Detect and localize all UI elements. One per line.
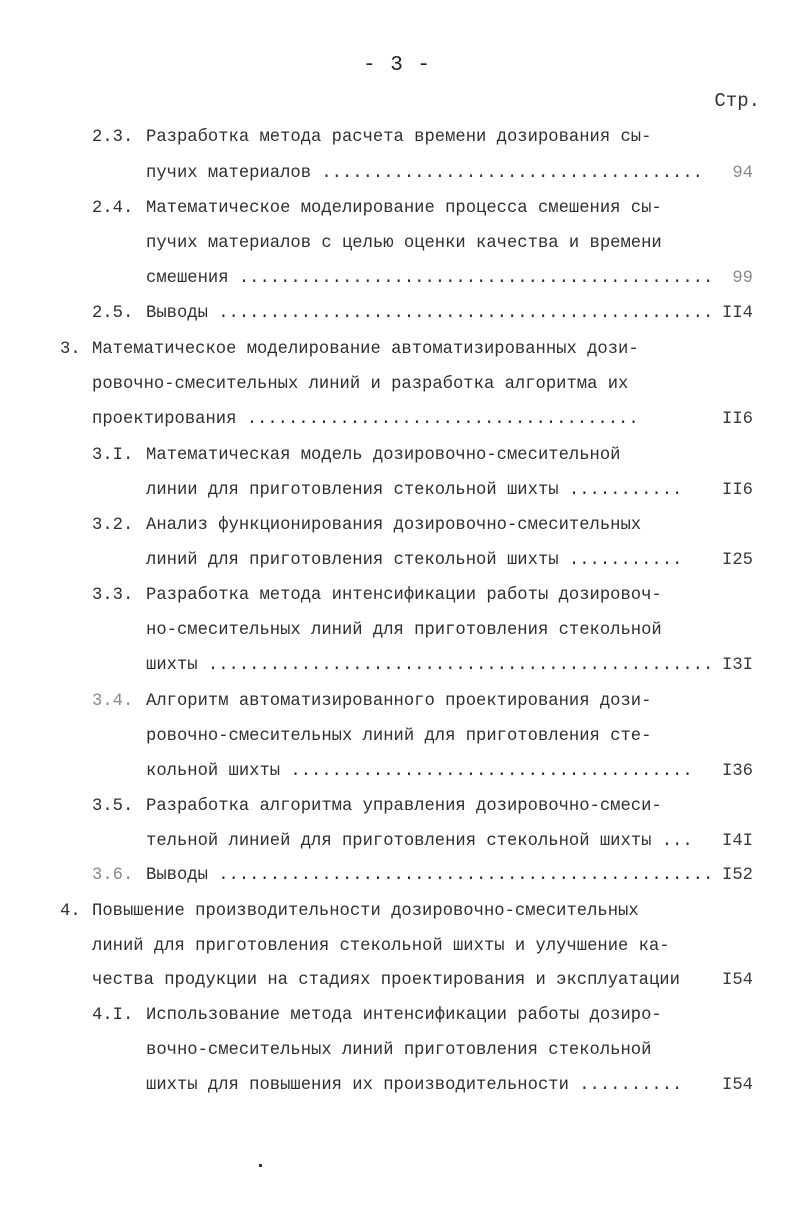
scan-speck	[259, 1164, 262, 1167]
toc-entry-number: 3.6.	[92, 866, 134, 885]
toc-entry-page: II6	[722, 410, 753, 429]
toc-entry-number: 2.4.	[92, 199, 134, 218]
toc-entry-number: 3.I.	[92, 446, 134, 465]
toc-entry-page: II6	[722, 481, 753, 500]
toc-entry-page: I36	[722, 762, 753, 781]
toc-entry-line: но-смесительных линий для приготовления стекольной	[146, 621, 662, 640]
toc-entry-line: Анализ функционирования дозировочно-смесительных	[146, 516, 642, 535]
toc-entry-page: I25	[722, 551, 753, 570]
toc-entry-line: Выводы ................................................	[146, 866, 714, 885]
toc-entry-line: шихты для повышения их производительности ..........	[146, 1076, 683, 1095]
toc-entry-page: I54	[722, 971, 753, 990]
toc-entry-page: I4I	[722, 832, 753, 851]
toc-entry-line: чества продукции на стадиях проектирования и эксплуатации	[92, 971, 680, 990]
toc-entry-line: проектирования ......................................	[92, 410, 639, 429]
toc-entry-line: Математическое моделирование автоматизированных дози-	[92, 340, 639, 359]
toc-entry-line: Разработка метода расчета времени дозирования сы-	[146, 128, 652, 147]
toc-entry-page: I54	[722, 1076, 753, 1095]
toc-entry-page: I3I	[722, 656, 753, 675]
toc-entry-line: Алгоритм автоматизированного проектирования дози-	[146, 692, 652, 711]
page-number: - 3 -	[362, 54, 431, 77]
toc-entry-line: вочно-смесительных линий приготовления стекольной	[146, 1041, 652, 1060]
toc-entry-line: линий для приготовления стекольной шихты и улучшение ка-	[92, 937, 670, 956]
toc-entry-line: пучих материалов .....................................	[146, 164, 703, 183]
toc-entry-line: Использование метода интенсификации работы дозиро-	[146, 1006, 662, 1025]
toc-entry-page: I52	[722, 866, 753, 885]
toc-entry-number: 2.5.	[92, 304, 134, 323]
toc-entry-line: пучих материалов с целью оценки качества и времени	[146, 234, 662, 253]
toc-entry-line: кольной шихты .......................................	[146, 762, 693, 781]
toc-entry-page: II4	[722, 304, 753, 323]
toc-entry-line: линии для приготовления стекольной шихты ...........	[146, 481, 683, 500]
toc-entry-line: шихты .................................................	[146, 656, 714, 675]
toc-entry-number: 3.2.	[92, 516, 134, 535]
toc-entry-page: 94	[732, 164, 753, 183]
toc-entry-line: Математическое моделирование процесса смешения сы-	[146, 199, 662, 218]
toc-entry-page: 99	[732, 269, 753, 288]
toc-entry-line: Разработка метода интенсификации работы дозировоч-	[146, 586, 662, 605]
toc-entry-number: 4.	[60, 902, 81, 921]
toc-entry-line: линий для приготовления стекольной шихты ...........	[146, 551, 683, 570]
toc-entry-number: 3.	[60, 340, 81, 359]
toc-entry-line: Повышение производительности дозировочно-смесительных	[92, 902, 639, 921]
toc-entry-line: смешения ..............................................	[146, 269, 714, 288]
toc-entry-number: 4.I.	[92, 1006, 134, 1025]
toc-entry-number: 3.5.	[92, 797, 134, 816]
toc-entry-number: 3.4.	[92, 692, 134, 711]
toc-entry-line: ровочно-смесительных линий и разработка алгоритма их	[92, 375, 629, 394]
toc-entry-number: 3.3.	[92, 586, 134, 605]
toc-entry-line: Разработка алгоритма управления дозировочно-смеси-	[146, 797, 662, 816]
page-column-label: Стр.	[714, 90, 760, 112]
toc-entry-line: тельной линией для приготовления стекольной шихты ...	[146, 832, 693, 851]
toc-entry-line: Выводы ................................................	[146, 304, 714, 323]
toc-entry-line: Математическая модель дозировочно-смесительной	[146, 446, 621, 465]
toc-entry-line: ровочно-смесительных линий для приготовления сте-	[146, 727, 652, 746]
toc-entry-number: 2.3.	[92, 128, 134, 147]
